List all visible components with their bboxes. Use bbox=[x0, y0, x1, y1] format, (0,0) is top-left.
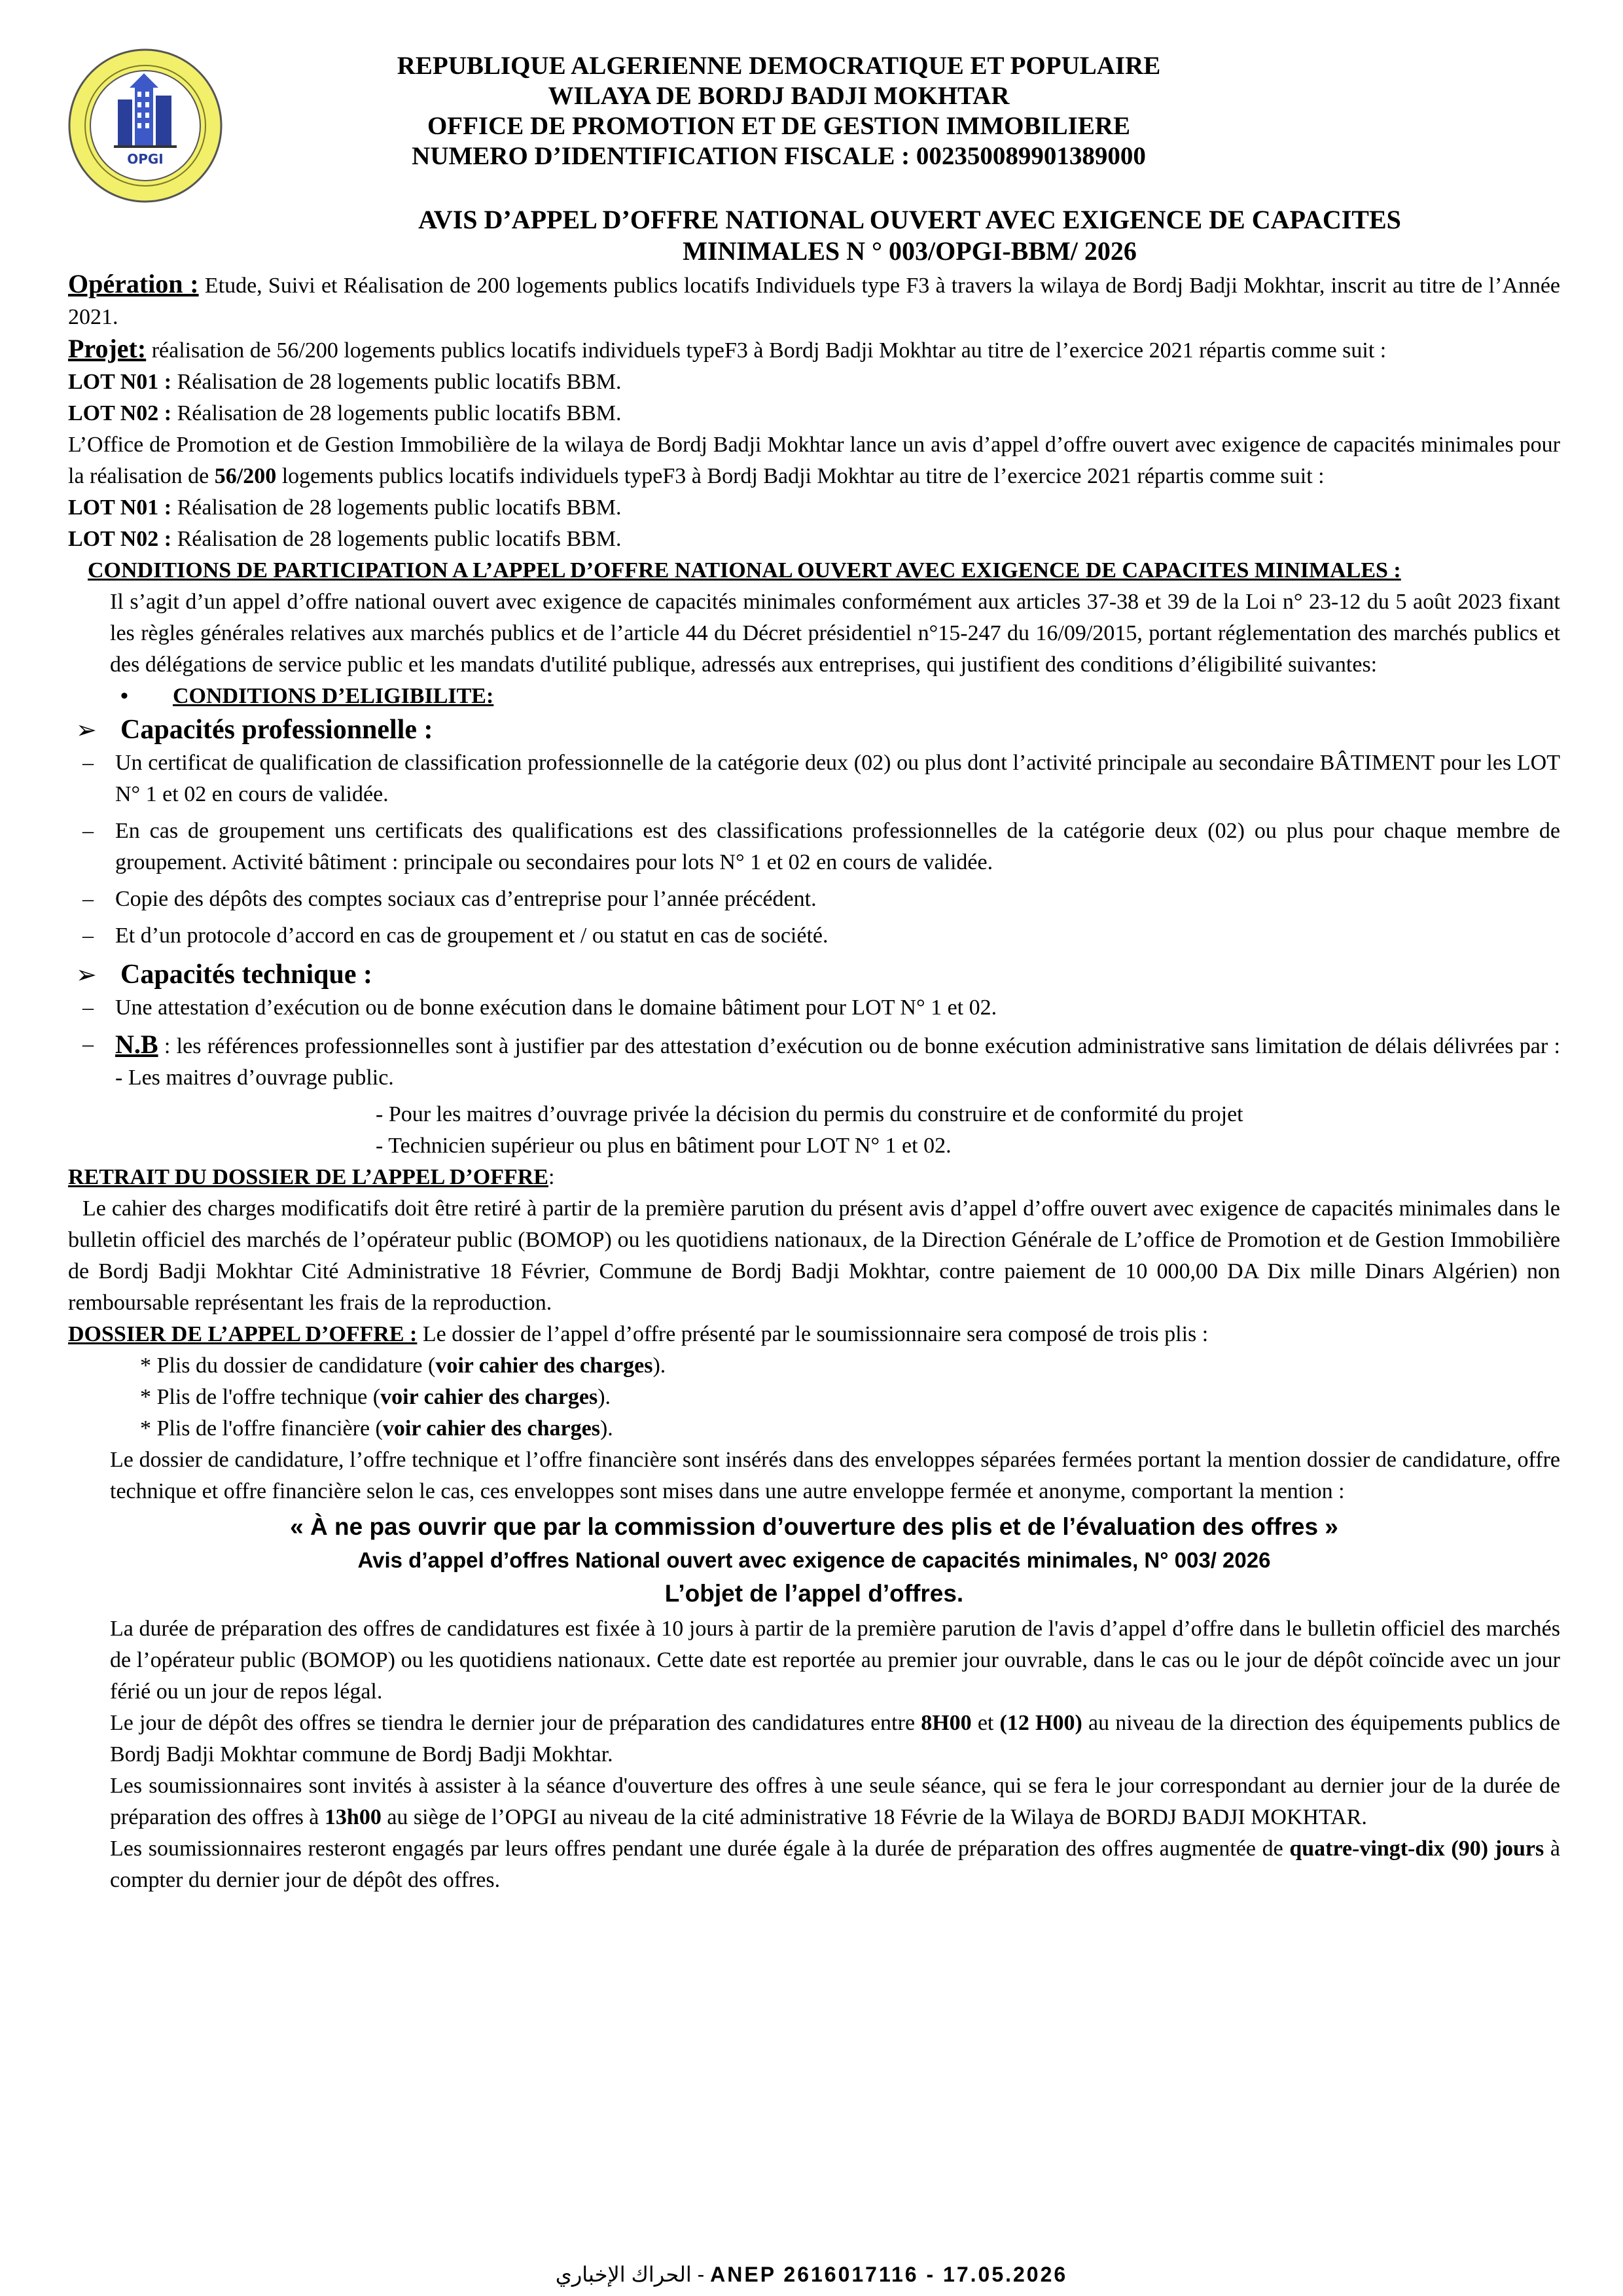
final-p4: Les soumissionnaires resteront engagés par leurs offres pendant une durée égale à la durée de préparation des offres augmentée de quatre-vingt-dix (90) jours à compter du dernier jour de dépôt des offres. bbox=[110, 1837, 1560, 1892]
header-line-4: NUMERO D’IDENTIFICATION FISCALE : 002350089901389000 bbox=[412, 142, 1146, 170]
mention-1: « À ne pas ouvrir que par la commission d’ouverture des plis et de l’évaluation des offres » bbox=[290, 1513, 1338, 1540]
cap-pro-title: ➢ Capacités professionnelle : bbox=[68, 712, 1560, 747]
operation-label: Opération : bbox=[68, 269, 199, 298]
cap-pro-item-2: – En cas de groupement uns certificats des qualifications est des classifications professionnelles de la catégorie deux (02) ou plus pour chaque membre de groupement. Activité bâtiment : principale ou secondaires pour lots N° 1 et 02 en cours de validée. bbox=[68, 816, 1560, 878]
cap-pro-item-3: – Copie des dépôts des comptes sociaux cas d’entreprise pour l’année précédent. bbox=[68, 884, 1560, 915]
mention-2: Avis d’appel d’offres National ouvert avec exigence de capacités minimales, N° 003/ 2026 bbox=[357, 1548, 1271, 1572]
cap-pro-item-4: – Et d’un protocole d’accord en cas de groupement et / ou statut en cas de société. bbox=[68, 920, 1560, 952]
retrait-text: Le cahier des charges modificatifs doit être retiré à partir de la première parution du présent avis d’appel d’offre ouvert avec exigence de capacités minimales dans le bulletin officiel des marchés de l’opérateur public (BOMOP) ou les quotidiens nationaux, de la Direction Générale de L’office de Promotion et de Gestion Immobilière de Bordj Badji Mokhtar Cité Administrative 18 Février, Commune de Bordj Badji Mokhtar, contre paiement de 10 000,00 DA Dix mille Dinars Algérien) non remboursable représentant les frais de la reproduction. bbox=[68, 1196, 1560, 1315]
eligibility-title: • CONDITIONS D’ELIGIBILITE: bbox=[68, 681, 1560, 712]
header-line-2: WILAYA DE BORDJ BADJI MOKHTAR bbox=[548, 82, 1010, 110]
logo-text: OPGI bbox=[127, 151, 164, 167]
header-line-1: REPUBLIQUE ALGERIENNE DEMOCRATIQUE ET POPULAIRE bbox=[397, 52, 1161, 80]
notice-title-1: AVIS D’APPEL D’OFFRE NATIONAL OUVERT AVEC EXIGENCE DE CAPACITES bbox=[418, 205, 1401, 234]
cap-tech-title: ➢ Capacités technique : bbox=[68, 957, 1560, 992]
dossier-title: DOSSIER DE L’APPEL D’OFFRE : bbox=[68, 1322, 418, 1346]
opgi-logo bbox=[67, 47, 224, 204]
projet-paragraph bbox=[68, 333, 1560, 367]
nb-sub-2: - Technicien supérieur ou plus en bâtiment pour LOT N° 1 et 02. bbox=[376, 1134, 952, 1158]
conditions-text: Il s’agit d’un appel d’offre national ouvert avec exigence de capacités minimales conformément aux articles 37-38 et 39 de la Loi n° 23-12 du 5 août 2023 fixant les règles générales relatives aux marchés publics et de l’article 44 du Décret présidentiel n°15-247 du 16/09/2015, portant réglementation des marchés publics et des délégations de service public et les mandats d'utilité publique, adressés aux entreprises, qui justifient des conditions d’éligibilité suivantes: bbox=[110, 590, 1560, 677]
final-p2: Le jour de dépôt des offres se tiendra le dernier jour de préparation des candidatures entre 8H00 et (12 H00) au niveau de la direction des équipements publics de Bordj Badji Mokhtar commune de Bordj Badji Mokhtar. bbox=[110, 1711, 1560, 1767]
cap-pro-item-1: – Un certificat de qualification de classification professionnelle de la catégorie deux (02) ou plus dont l’activité principale au secondaire BÂTIMENT pour les LOT N° 1 et 02 en cours de validée. bbox=[68, 747, 1560, 810]
retrait-title: RETRAIT DU DOSSIER DE L’APPEL D’OFFRE: bbox=[68, 1165, 555, 1189]
lot-2-repeat: LOT N02 : Réalisation de 28 logements public locatifs BBM. bbox=[68, 527, 622, 551]
nb-label: N.B bbox=[115, 1030, 158, 1059]
operation-paragraph bbox=[68, 268, 1560, 333]
intro-paragraph: L’Office de Promotion et de Gestion Immobilière de la wilaya de Bordj Badji Mokhtar lance un avis d’appel d’offre ouvert avec exigence de capacités minimales pour la réalisation de 56/200 logements publics locatifs individuels typeF3 à Bordj Badji Mokhtar au titre de l’exercice 2021 répartis comme suit : bbox=[68, 433, 1560, 488]
dossier-item-3: * Plis de l'offre financière (voir cahier des charges). bbox=[140, 1416, 613, 1441]
dossier-para: Le dossier de candidature, l’offre technique et l’offre financière sont insérés dans des enveloppes séparées fermées portant la mention dossier de candidature, offre technique et offre financière selon le cas, ces enveloppes sont mises dans une autre enveloppe fermée et anonyme, comportant la mention : bbox=[110, 1448, 1560, 1503]
lot-2: LOT N02 : Réalisation de 28 logements public locatifs BBM. bbox=[68, 401, 622, 425]
nb-paragraph: – N.B : les références professionnelles sont à justifier par des attestation d’exécution ou de bonne exécution administrative sans limitation de délais délivrées par : - Les maitres d’ouvrage public. bbox=[68, 1029, 1560, 1094]
notice-body bbox=[68, 268, 1560, 1896]
cap-tech-item: – Une attestation d’exécution ou de bonne exécution dans le domaine bâtiment pour LOT N° 1 et 02. bbox=[68, 992, 1560, 1024]
lot-1-repeat: LOT N01 : Réalisation de 28 logements public locatifs BBM. bbox=[68, 495, 622, 520]
notice-title-2: MINIMALES N ° 003/OPGI-BBM/ 2026 bbox=[683, 236, 1137, 266]
footer-anep: ANEP 2616017116 - 17.05.2026 bbox=[710, 2263, 1068, 2286]
footer-arabic: الحراك الإخباري bbox=[555, 2263, 692, 2286]
header-line-3: OFFICE DE PROMOTION ET DE GESTION IMMOBILIERE bbox=[427, 112, 1131, 140]
final-p1: La durée de préparation des offres de candidatures est fixée à 10 jours à partir de la première parution de l'avis d’appel d’offre dans le bulletin officiel des marchés de l’opérateur public (BOMOP) ou les quotidiens nationaux. Cette date est reportée au premier jour ouvrable, dans le cas ou le jour de dépôt coïncide avec un jour férié ou un jour de repos légal. bbox=[110, 1617, 1560, 1704]
lot-1: LOT N01 : Réalisation de 28 logements public locatifs BBM. bbox=[68, 370, 622, 394]
dossier-item-2: * Plis de l'offre technique (voir cahier des charges). bbox=[140, 1385, 611, 1409]
nb-sub-1: - Pour les maitres d’ouvrage privée la décision du permis du construire et de conformité du projet bbox=[376, 1102, 1243, 1126]
projet-label: Projet: bbox=[68, 334, 147, 363]
conditions-title: CONDITIONS DE PARTICIPATION A L’APPEL D’OFFRE NATIONAL OUVERT AVEC EXIGENCE DE CAPACITES MINIMALES : bbox=[88, 558, 1401, 583]
final-p3: Les soumissionnaires sont invités à assister à la séance d'ouverture des offres à une seule séance, qui se fera le jour correspondant au dernier jour de la durée de préparation des offres à 13h00 au siège de l’OPGI au niveau de la cité administrative 18 Févrie de la Wilaya de BORDJ BADJI MOKHTAR. bbox=[110, 1774, 1560, 1829]
dossier-item-1: * Plis du dossier de candidature (voir cahier des charges). bbox=[140, 1354, 666, 1378]
footer: الحراك الإخباري - ANEP 2616017116 - 17.05.2026 bbox=[555, 2263, 1068, 2286]
operation-text: Etude, Suivi et Réalisation de 200 logements publics locatifs Individuels type F3 à travers la wilaya de Bordj Badji Mokhtar, inscrit au titre de l’Année 2021. bbox=[68, 274, 1561, 329]
projet-text: réalisation de 56/200 logements publics locatifs individuels typeF3 à Bordj Badji Mokhtar au titre de l’exercice 2021 répartis comme suit : bbox=[146, 338, 1387, 363]
mention-3: L’objet de l’appel d’offres. bbox=[664, 1580, 964, 1607]
dossier-paragraph: DOSSIER DE L’APPEL D’OFFRE : Le dossier de l’appel d’offre présenté par le soumissionnaire sera composé de trois plis : bbox=[68, 1322, 1209, 1346]
